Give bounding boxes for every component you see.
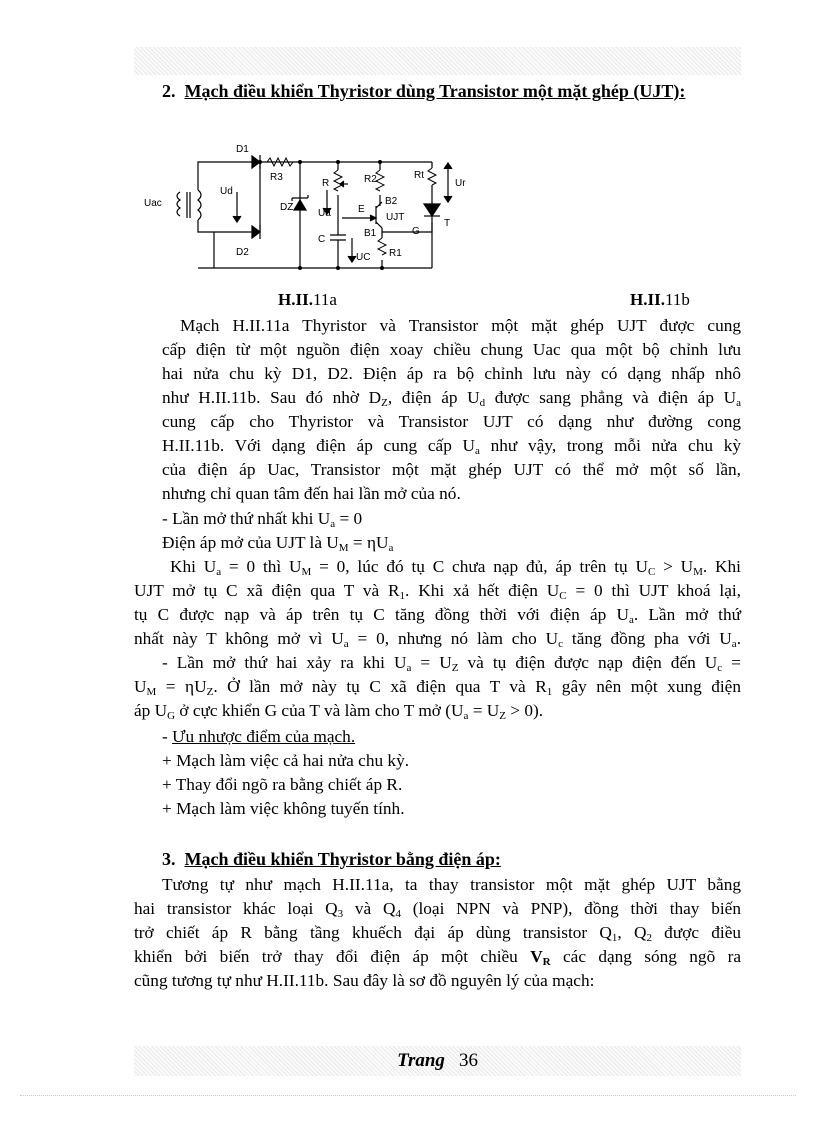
- section-number: 2.: [162, 81, 176, 101]
- label-c: C: [318, 234, 326, 245]
- ujt-thyristor-circuit: [142, 140, 482, 280]
- para1-line: cung cấp cho Thyristor và Transistor UJT có dạng như đường cong: [162, 412, 741, 431]
- para1-line: Mạch H.II.11a Thyristor và Transistor một mặt ghép UJT được cung: [180, 316, 741, 335]
- caption-figure-b: H.II.11b: [630, 290, 690, 309]
- label-e: E: [358, 204, 365, 215]
- second-line: - Lần mở thứ hai xảy ra khi $U_a = U_Z$ và tụ điện được nạp điện đến $U_c$ =: [162, 653, 741, 674]
- section-number: 3.: [162, 849, 176, 869]
- label-ujt: UJT: [386, 212, 405, 223]
- section-title: Mạch điều khiển Thyristor dùng Transistor một mặt ghép (UJT):: [184, 81, 686, 101]
- para1-line: H.II.11b. Với dạng điện áp cung cấp $U_a$ như vậy, trong mỗi nửa chu kỳ: [162, 436, 741, 457]
- second-line: $U_M = \eta U_Z$. Ở lần mở này tụ C xã điện qua T và $R_1$ gây nên một xung điện: [134, 677, 741, 698]
- diode-d2: [252, 225, 260, 239]
- label-d1: D1: [236, 144, 249, 155]
- para2-line: nhất này T không mở vì $U_a = 0$, nhưng nó làm cho $U_c$ tăng đồng pha với $U_a$.: [134, 629, 742, 650]
- section-3-heading: [162, 848, 501, 870]
- pros-item: + Thay đổi ngõ ra bằng chiết áp R.: [162, 775, 403, 794]
- header-band: [134, 47, 741, 75]
- label-ud: Ud: [220, 186, 233, 197]
- thyristor-symbol: [424, 204, 440, 268]
- para2-line: Khi $U_a = 0$ thì $U_M = 0$, lúc đó tụ C chưa nạp đủ, áp trên tụ $U_C > U_M$. Khi: [170, 557, 741, 578]
- label-b1: B1: [364, 228, 377, 239]
- caption-figure-a: H.II.11a: [278, 290, 337, 309]
- para3-line: trở chiết áp R bằng tầng khuếch đại áp dùng transistor $Q_1$, $Q_2$ được điều: [134, 923, 742, 944]
- label-r1: R1: [389, 248, 402, 259]
- para1-line: như H.II.11b. Sau đó nhờ $D_Z$, điện áp $U_d$ được sang phẳng và điện áp $U_a$: [162, 388, 741, 409]
- pros-item: + Mạch làm việc cả hai nửa chu kỳ.: [162, 751, 410, 770]
- first-opening-item: - Lần mở thứ nhất khi $U_a = 0$: [162, 509, 363, 530]
- label-ur: Ur: [455, 178, 466, 189]
- label-g: G: [412, 226, 420, 237]
- label-r: R: [322, 178, 330, 189]
- section-title: Mạch điều khiển Thyristor bằng điện áp:: [184, 849, 501, 869]
- para3-line: cũng tương tự như H.II.11b. Sau đây là sơ đồ nguyên lý của mạch:: [134, 971, 595, 990]
- label-dz: DZ: [280, 202, 294, 213]
- label-t: T: [444, 218, 451, 229]
- bottom-divider: [20, 1095, 796, 1096]
- para1-line: của điện áp Uac, Transistor một mặt ghép UJT có thể mở một số lần,: [162, 460, 741, 479]
- page-label: Trang: [397, 1050, 445, 1071]
- pros-cons-heading: - Ưu nhược điểm của mạch.: [162, 727, 356, 746]
- second-line: áp $U_G$ ở cực khiển G của T và làm cho T mở $(U_a = U_Z > 0)$.: [134, 701, 544, 722]
- para3-line: hai transistor khác loại $Q_3$ và $Q_4$ (loại NPN và PNP), đồng thời thay biến: [134, 899, 741, 920]
- label-b2: B2: [385, 196, 398, 207]
- footer-band: [134, 1046, 741, 1076]
- para3-line: khiển bởi biến trở thay đổi điện áp một chiều $V_R$ các dạng sóng ngõ ra: [134, 947, 741, 968]
- para1-line: nhưng chỉ quan tâm đến hai lần mở của nó.: [162, 484, 461, 503]
- transformer-symbol: [177, 190, 201, 220]
- page-number: 36: [458, 1050, 478, 1071]
- label-uac: Uac: [144, 198, 162, 209]
- label-r3: R3: [270, 172, 283, 183]
- first-opening-voltage: Điện áp mở của UJT là $U_M = \eta U_a$: [162, 533, 394, 554]
- label-rt: Rt: [414, 170, 424, 181]
- para1-line: cấp điện từ một nguồn điện xoay chiều chung Uac qua một bộ chỉnh lưu: [162, 340, 741, 359]
- para1-line: hai nửa chu kỳ D1, D2. Điện áp ra bộ chỉnh lưu này có dạng nhấp nhô: [162, 364, 741, 383]
- label-r2: R2: [364, 174, 377, 185]
- section-2-heading: [162, 80, 685, 102]
- para3-line: Tương tự như mạch H.II.11a, ta thay transistor một mặt ghép UJT bằng: [162, 875, 741, 894]
- label-d2: D2: [236, 247, 249, 258]
- para2-line: tụ C được nạp và áp trên tụ C tăng đồng thời với điện áp $U_a$. Lần mở thứ: [134, 605, 741, 626]
- pros-item: + Mạch làm việc không tuyến tính.: [162, 799, 405, 818]
- label-uc: UC: [356, 252, 371, 263]
- page-footer: [397, 1050, 478, 1072]
- label-ua: Ua: [318, 208, 331, 219]
- para2-line: UJT mở tụ C xã điện qua T và $R_1$. Khi xả hết điện $U_C = 0$ thì UJT khoá lại,: [134, 581, 742, 602]
